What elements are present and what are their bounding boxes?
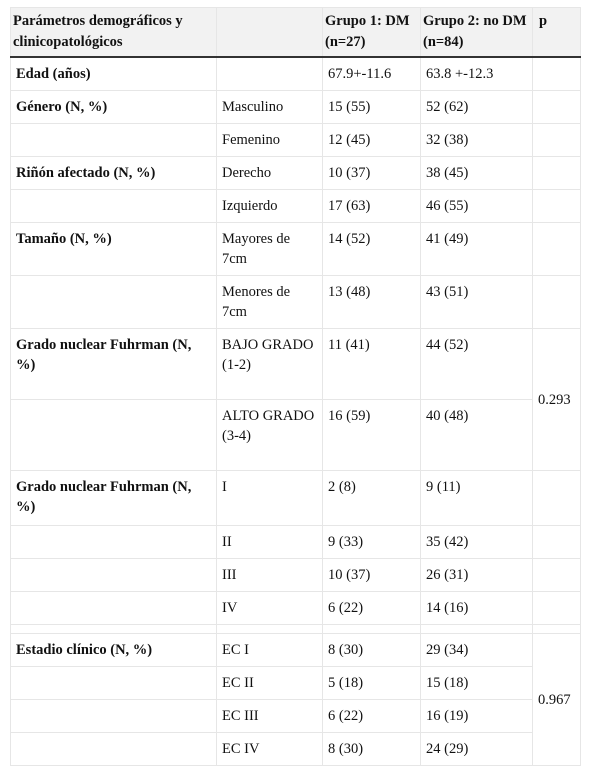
table-row — [11, 700, 581, 733]
table-row — [11, 471, 581, 526]
table-row — [11, 634, 581, 667]
row-subcategory: EC II — [217, 667, 323, 700]
row-group-2-value: 38 (45) — [421, 157, 533, 190]
row-group-1-value: 10 (37) — [323, 157, 421, 190]
row-label — [11, 559, 217, 592]
row-label: Género (N, %) — [11, 91, 217, 124]
row-group-2-value: 43 (51) — [421, 276, 533, 329]
row-label — [11, 400, 217, 471]
row-subcategory: EC I — [217, 634, 323, 667]
row-group-2-value: 52 (62) — [421, 91, 533, 124]
row-group-2-value: 15 (18) — [421, 667, 533, 700]
header-subcategory — [217, 8, 323, 58]
row-label — [11, 190, 217, 223]
row-subcategory: BAJO GRADO (1-2) — [217, 329, 323, 400]
header-p-value: p — [533, 8, 581, 58]
row-p-value — [533, 223, 581, 276]
table-row — [11, 157, 581, 190]
row-p-value — [533, 526, 581, 559]
row-group-2-value: 24 (29) — [421, 733, 533, 766]
row-p-value — [533, 592, 581, 625]
row-label: Grado nuclear Fuhrman (N, %) — [11, 471, 217, 526]
table-row — [11, 559, 581, 592]
row-group-1-value: 6 (22) — [323, 700, 421, 733]
row-group-1-value: 2 (8) — [323, 471, 421, 526]
row-group-1-value: 15 (55) — [323, 91, 421, 124]
row-group-2-value: 44 (52) — [421, 329, 533, 400]
row-group-1-value: 13 (48) — [323, 276, 421, 329]
row-subcategory: Femenino — [217, 124, 323, 157]
row-subcategory: I — [217, 471, 323, 526]
row-group-2-value: 26 (31) — [421, 559, 533, 592]
row-label: Grado nuclear Fuhrman (N, %) — [11, 329, 217, 400]
row-label — [11, 526, 217, 559]
spacer-row — [11, 625, 581, 634]
row-p-value — [533, 57, 581, 91]
table-row — [11, 329, 581, 400]
row-subcategory: Mayores de 7cm — [217, 223, 323, 276]
row-group-1-value: 5 (18) — [323, 667, 421, 700]
row-group-2-value: 32 (38) — [421, 124, 533, 157]
table-row — [11, 276, 581, 329]
row-subcategory: II — [217, 526, 323, 559]
row-group-1-value: 12 (45) — [323, 124, 421, 157]
row-group-2-value: 29 (34) — [421, 634, 533, 667]
row-group-1-value: 6 (22) — [323, 592, 421, 625]
row-group-1-value: 8 (30) — [323, 634, 421, 667]
table-row — [11, 526, 581, 559]
row-group-2-value: 41 (49) — [421, 223, 533, 276]
row-label: Estadio clínico (N, %) — [11, 634, 217, 667]
row-p-value: 0.293 — [533, 329, 581, 471]
row-group-2-value: 63.8 +-12.3 — [421, 57, 533, 91]
row-group-2-value: 16 (19) — [421, 700, 533, 733]
table-row — [11, 91, 581, 124]
row-subcategory: IV — [217, 592, 323, 625]
row-subcategory: Derecho — [217, 157, 323, 190]
header-row — [11, 8, 581, 58]
table-row — [11, 124, 581, 157]
row-label — [11, 124, 217, 157]
row-label — [11, 667, 217, 700]
row-subcategory: Izquierdo — [217, 190, 323, 223]
row-label: Edad (años) — [11, 57, 217, 91]
row-p-value — [533, 91, 581, 124]
table-row — [11, 190, 581, 223]
row-p-value — [533, 471, 581, 526]
row-group-1-value: 11 (41) — [323, 329, 421, 400]
row-subcategory: ALTO GRADO (3-4) — [217, 400, 323, 471]
row-group-1-value: 10 (37) — [323, 559, 421, 592]
row-group-1-value: 9 (33) — [323, 526, 421, 559]
row-p-value — [533, 559, 581, 592]
row-subcategory: Masculino — [217, 91, 323, 124]
row-group-1-value: 67.9+-11.6 — [323, 57, 421, 91]
table-row — [11, 733, 581, 766]
table-row — [11, 223, 581, 276]
row-subcategory — [217, 57, 323, 91]
row-label — [11, 592, 217, 625]
header-parameters: Parámetros demográficos y clinicopatológicos — [11, 8, 217, 58]
row-subcategory: EC III — [217, 700, 323, 733]
table-row — [11, 400, 581, 471]
row-group-2-value: 40 (48) — [421, 400, 533, 471]
row-p-value — [533, 276, 581, 329]
demographics-table — [10, 7, 581, 766]
row-p-value: 0.967 — [533, 634, 581, 766]
row-group-1-value: 16 (59) — [323, 400, 421, 471]
row-group-2-value: 46 (55) — [421, 190, 533, 223]
row-group-2-value: 9 (11) — [421, 471, 533, 526]
row-group-1-value: 17 (63) — [323, 190, 421, 223]
header-group-2: Grupo 2: no DM (n=84) — [421, 8, 533, 58]
table-row — [11, 592, 581, 625]
row-group-1-value: 8 (30) — [323, 733, 421, 766]
table-row — [11, 57, 581, 91]
row-subcategory: III — [217, 559, 323, 592]
row-group-2-value: 35 (42) — [421, 526, 533, 559]
row-subcategory: EC IV — [217, 733, 323, 766]
row-label: Tamaño (N, %) — [11, 223, 217, 276]
row-group-2-value: 14 (16) — [421, 592, 533, 625]
row-label — [11, 733, 217, 766]
row-p-value — [533, 157, 581, 190]
table-row — [11, 667, 581, 700]
row-label — [11, 700, 217, 733]
header-group-1: Grupo 1: DM (n=27) — [323, 8, 421, 58]
row-p-value — [533, 190, 581, 223]
table-container — [10, 7, 580, 766]
row-label — [11, 276, 217, 329]
row-label: Riñón afectado (N, %) — [11, 157, 217, 190]
row-subcategory: Menores de 7cm — [217, 276, 323, 329]
row-group-1-value: 14 (52) — [323, 223, 421, 276]
row-p-value — [533, 124, 581, 157]
